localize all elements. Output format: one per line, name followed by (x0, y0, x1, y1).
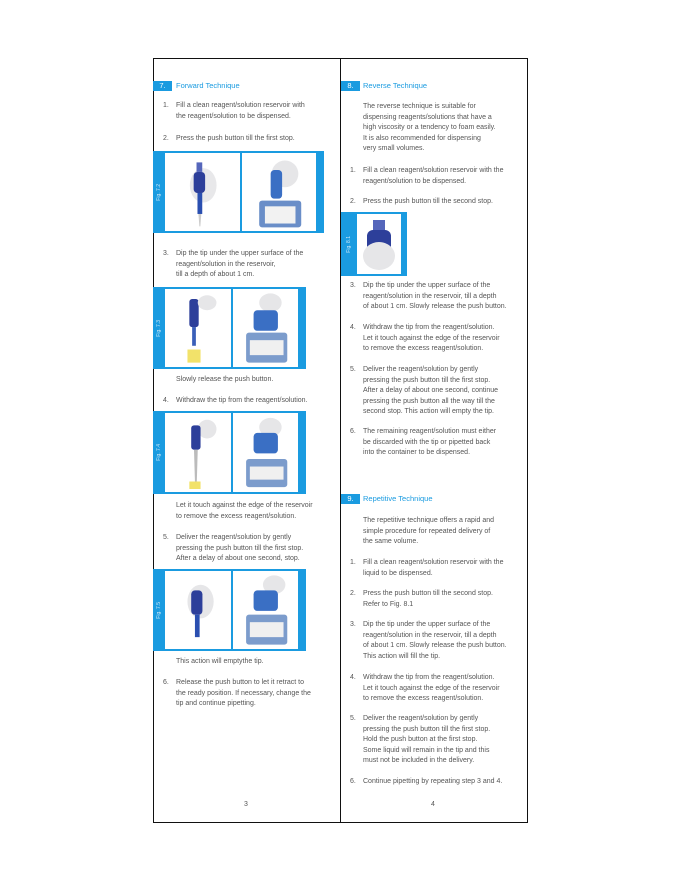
step-text: This action will emptythe tip. (176, 658, 264, 665)
section-8-number: 8. (341, 81, 360, 91)
step-text: Deliver the reagent/solution by gently pressing the push button till the first stop. Hold the push button at the first stop. Some liquid will remain in the tip and this must not be included in the delivery. (363, 715, 491, 764)
section-8-title: Reverse Technique (363, 81, 428, 90)
photo-pipette-rack (242, 153, 317, 231)
page-number: 4 (431, 801, 435, 808)
step-text: Slowly release the push button. (176, 376, 274, 383)
step-text: Dip the tip under the upper surface of the reagent/solution in the reservoir, till a depth of about 1 cm. Slowly release the push button. (363, 282, 507, 310)
section-9-number: 9. (341, 494, 360, 504)
step-text: Let it touch against the edge of the reservoir to remove the excess reagent/solution. (176, 502, 313, 520)
section-7-title: Forward Technique (176, 81, 240, 90)
section-9-title: Repetitive Technique (363, 494, 433, 503)
figure-7-3 (153, 287, 306, 369)
section-7-number: 7. (153, 81, 172, 91)
step-number: 1. (163, 102, 169, 109)
step-number: 4. (350, 324, 356, 331)
step-text: Continue pipetting by repeating step 3 and 4. (363, 778, 503, 785)
step-number: 3. (163, 250, 169, 257)
step-number: 4. (163, 397, 169, 404)
step-text: Withdraw the tip from the reagent/solution. Let it touch against the edge of the reservoir to remove the excess reagent/solution. (363, 674, 500, 702)
step-number: 5. (350, 366, 356, 373)
step-text: Deliver the reagent/solution by gently pressing the push button till the first stop. After a delay of about one second, continue pressing the push button all the way till the second stop. This action will empty the tip. (363, 366, 499, 415)
figure-label: Fig. 7.3 (156, 319, 162, 337)
photo-pipette-multichannel (233, 289, 299, 367)
step-text: Release the push button to let it retract to the ready position. If necessary, change the tip and continue pipetting. (176, 679, 311, 707)
step-text: Dip the tip under the upper surface of the reagent/solution in the reservoir, till a depth of about 1 cm. Slowly release the push button. This action will fill the tip. (363, 621, 507, 660)
figure-label: Fig. 7.2 (156, 183, 162, 201)
step-number: 6. (163, 679, 169, 686)
photo-pipette-hand (165, 153, 240, 231)
step-text: Dip the tip under the upper surface of the reagent/solution in the reservoir, till a depth of about 1 cm. (176, 250, 304, 278)
step-text: Press the push button till the first stop. (176, 135, 295, 142)
step-text: Fill a clean reagent/solution reservoir with the liquid to be dispensed. (363, 559, 504, 577)
step-number: 3. (350, 621, 356, 628)
step-number: 4. (350, 674, 356, 681)
figure-8-1 (341, 212, 407, 276)
figure-7-4 (153, 411, 306, 494)
figure-label: Fig. 7.4 (156, 444, 162, 461)
step-number: 1. (350, 167, 356, 174)
figure-label: Fig. 7.5 (156, 601, 162, 619)
step-text: Withdraw the tip from the reagent/solution. Let it touch against the edge of the reservoir to remove the excess reagent/solution. (363, 324, 500, 352)
step-number: 3. (350, 282, 356, 289)
figure-7-5 (153, 569, 306, 651)
step-text: Press the push button till the second stop. Refer to Fig. 8.1 (363, 590, 493, 608)
photo-multichannel-deliver (233, 571, 299, 649)
step-number: 1. (350, 559, 356, 566)
step-number: 5. (350, 715, 356, 722)
figure-7-2 (153, 151, 324, 233)
page-number: 3 (244, 801, 248, 808)
step-number: 2. (163, 135, 169, 142)
step-number: 2. (350, 590, 356, 597)
photo-pipette-deliver (165, 571, 231, 649)
step-text: Fill a clean reagent/solution reservoir with the reagent/solution to be dispensed. (176, 102, 305, 120)
photo-multichannel-withdraw (233, 413, 299, 492)
photo-pipette-second-stop (357, 214, 401, 274)
step-text: The remaining reagent/solution must either be discarded with the tip or pipetted back into the container to be dispensed. (363, 428, 497, 456)
section-9-intro: The repetitive technique offers a rapid and simple procedure for repeated delivery of the same volume. (363, 517, 495, 545)
section-8-intro: The reverse technique is suitable for dispensing reagents/solutions that have a high viscosity or a tendency to foam easily. It is also recommended for dispensing very small volumes. (363, 103, 496, 152)
figure-label: Fig. 8.1 (346, 235, 352, 253)
step-number: 2. (350, 198, 356, 205)
step-text: Deliver the reagent/solution by gently pressing the push button till the first stop. After a delay of about one second, stop. (176, 534, 304, 562)
step-text: Press the push button till the second stop. (363, 198, 493, 205)
step-number: 6. (350, 778, 356, 785)
photo-pipette-tube (165, 289, 231, 367)
step-number: 5. (163, 534, 169, 541)
step-text: Fill a clean reagent/solution reservoir with the reagent/solution to be dispensed. (363, 167, 504, 185)
column-divider (340, 58, 341, 823)
step-number: 6. (350, 428, 356, 435)
step-text: Withdraw the tip from the reagent/solution. (176, 397, 308, 404)
photo-pipette-withdraw (165, 413, 231, 492)
